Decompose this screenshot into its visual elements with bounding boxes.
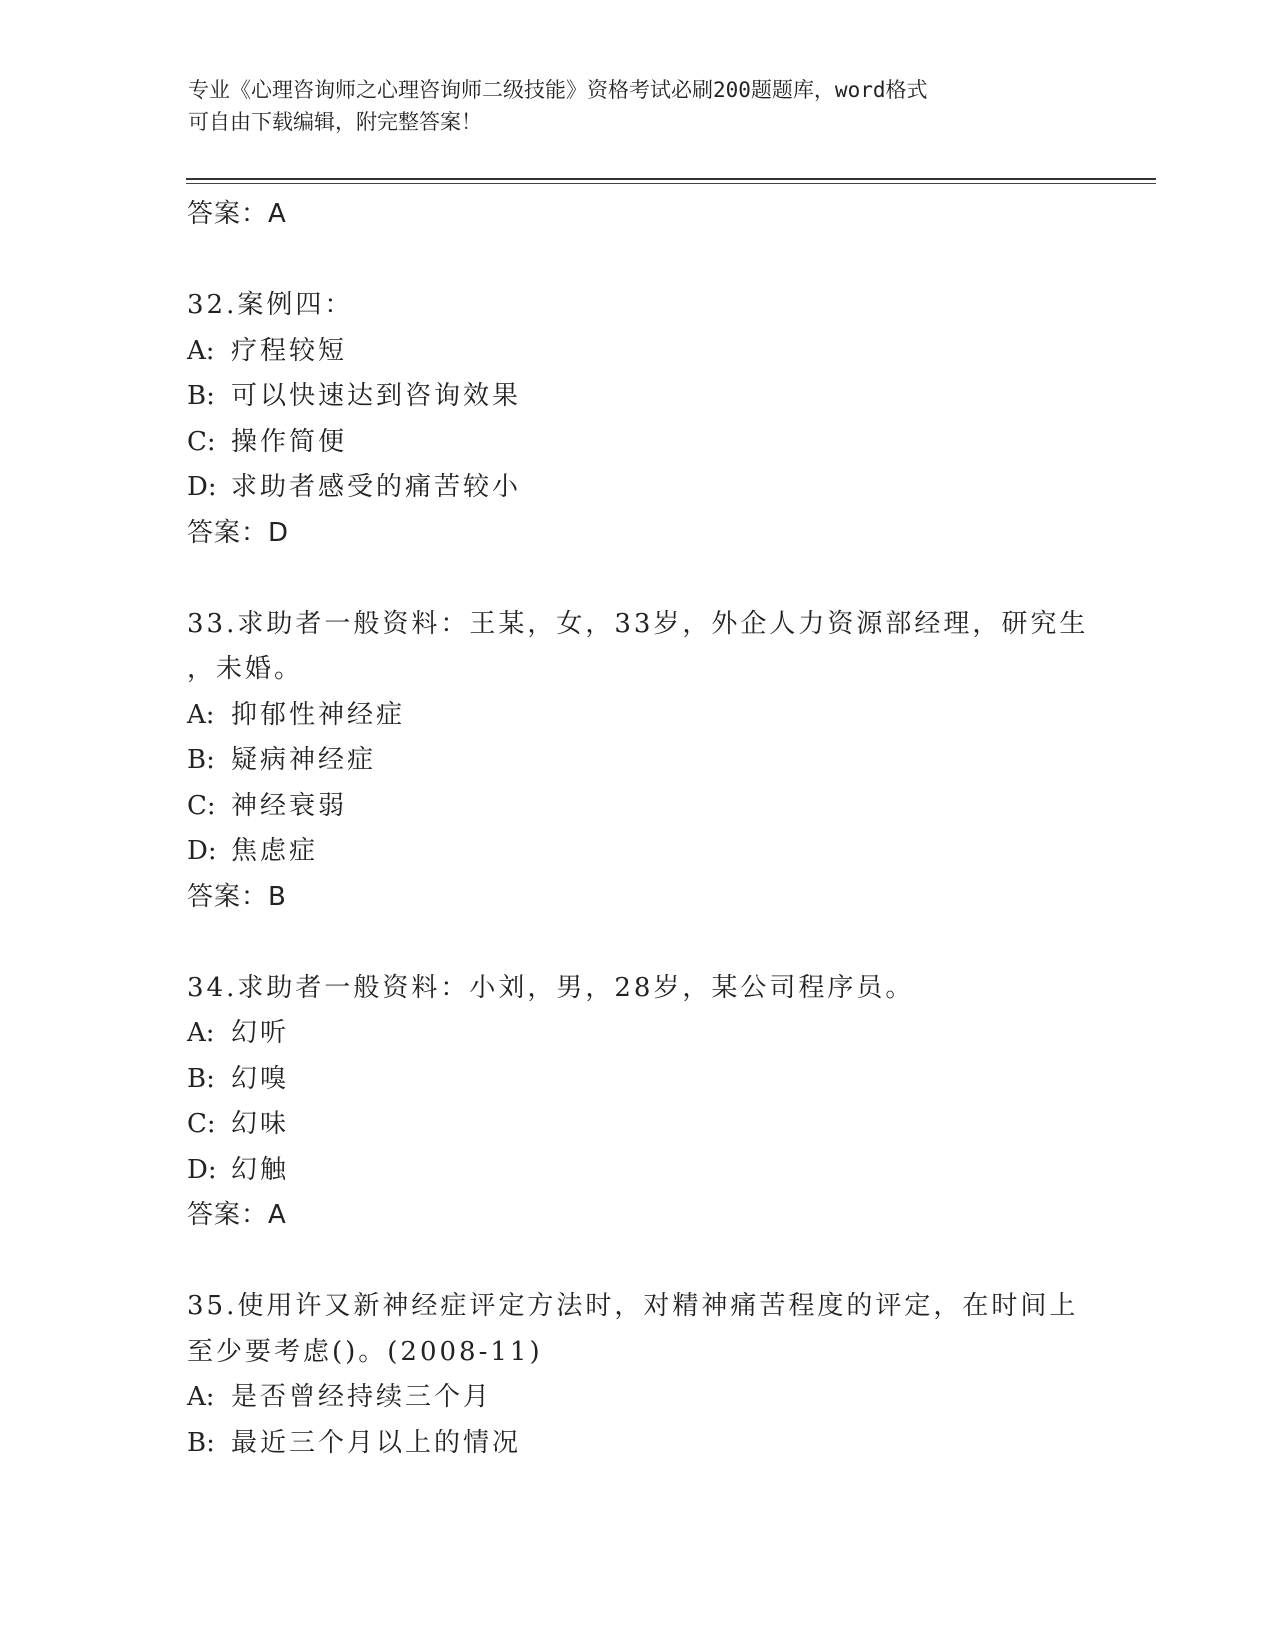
option-c [187, 420, 1147, 466]
option-a [187, 329, 1147, 375]
spacer [187, 920, 1147, 966]
option-letter: C: [187, 1109, 216, 1139]
option-text: 是否曾经持续三个月 [231, 1382, 493, 1412]
option-letter: D: [187, 1154, 217, 1185]
option-text: 幻听 [231, 1018, 290, 1048]
header-divider-thick [186, 178, 1156, 180]
option-text: 求助者感受的痛苦较小 [231, 472, 522, 502]
option-c [187, 784, 1147, 830]
header-divider-thin [186, 183, 1156, 184]
option-letter: A: [187, 699, 215, 730]
option-letter: B: [187, 1427, 215, 1458]
option-b [187, 738, 1147, 784]
option-letter: A: [187, 335, 215, 366]
question-block [187, 602, 1147, 921]
option-letter: A: [187, 1018, 215, 1048]
option-a [187, 1011, 1147, 1057]
option-text: 幻味 [231, 1109, 290, 1139]
document-header [188, 74, 1088, 138]
option-b [187, 1057, 1147, 1103]
option-d [187, 829, 1147, 875]
question-stem: 33.求助者一般资料：王某，女，33岁，外企人力资源部经理，研究生 [187, 608, 1089, 639]
option-text: 最近三个月以上的情况 [231, 1427, 522, 1458]
question-stem: 32.案例四： [187, 290, 354, 320]
header-title-line-1: 专业《心理咨询师之心理咨询师二级技能》资格考试必刷200题题库，word格式 [188, 78, 928, 102]
option-text: 幻触 [231, 1154, 290, 1185]
option-text: 抑郁性神经症 [231, 699, 406, 730]
option-letter: C: [187, 426, 216, 457]
option-letter: D: [187, 836, 217, 866]
option-a [187, 1375, 1147, 1421]
spacer [187, 556, 1147, 602]
option-letter: B: [187, 381, 215, 411]
option-text: 疗程较短 [231, 335, 348, 366]
answer-line: 答案：B [187, 881, 287, 912]
header-title-line-2: 可自由下载编辑，附完整答案！ [188, 110, 482, 134]
question-list [187, 192, 1147, 1466]
question-stem-continued: 至少要考虑()。(2008-11) [187, 1336, 543, 1367]
answer-line: 答案：D [187, 517, 290, 548]
question-block [187, 966, 1147, 1239]
option-c [187, 1102, 1147, 1148]
option-letter: B: [187, 745, 215, 775]
spacer [187, 238, 1147, 284]
option-d [187, 1148, 1147, 1194]
option-text: 幻嗅 [231, 1063, 290, 1094]
option-b [187, 1421, 1147, 1467]
question-stem: 35.使用许又新神经症评定方法时，对精神痛苦程度的评定，在时间上 [187, 1291, 1079, 1321]
option-letter: D: [187, 472, 217, 502]
option-text: 操作简便 [231, 426, 348, 457]
answer-line: 答案：A [187, 1200, 287, 1230]
question-stem: 34.求助者一般资料：小刘，男，28岁，某公司程序员。 [187, 972, 915, 1003]
option-d [187, 465, 1147, 511]
answer-line: 答案：A [187, 199, 287, 229]
option-text: 焦虑症 [231, 836, 319, 866]
option-letter: C: [187, 790, 216, 821]
option-letter: A: [187, 1382, 215, 1412]
option-text: 可以快速达到咨询效果 [231, 381, 522, 411]
option-a [187, 693, 1147, 739]
question-block [187, 283, 1147, 556]
option-text: 疑病神经症 [231, 745, 377, 775]
option-text: 神经衰弱 [231, 790, 348, 821]
spacer [187, 1239, 1147, 1285]
question-stem-continued: ，未婚。 [187, 654, 304, 684]
question-block [187, 1284, 1147, 1466]
option-b [187, 374, 1147, 420]
option-letter: B: [187, 1063, 215, 1094]
